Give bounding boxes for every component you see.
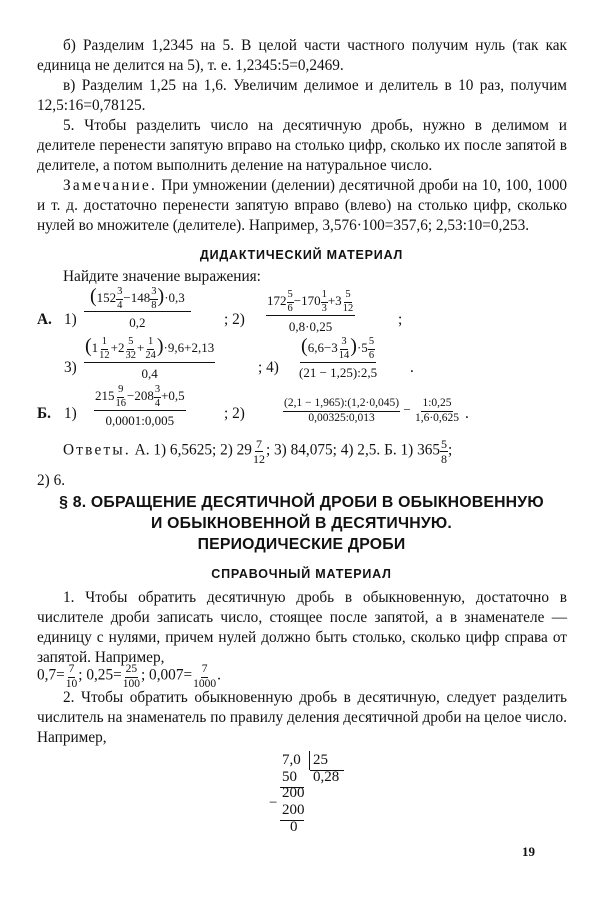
note-label: Замечание. — [63, 177, 158, 194]
answer-fraction-5-8: $\frac{5}{8}$ — [441, 437, 448, 466]
task-text: Найдите значение выражения: — [63, 268, 261, 285]
expression-a3: (1 $\frac{1}{12}$ +2 $\frac{5}{32}$ + $\frac{1}{24}$ )·9,6+2,13 0,4 — [85, 335, 215, 382]
item-a3-number: 3) — [64, 359, 77, 376]
division-vertical-bar — [309, 751, 310, 770]
reference-paragraph-1 — [37, 588, 567, 668]
label-b: Б. — [37, 405, 51, 422]
label-a: А. — [37, 311, 52, 328]
reference-paragraph-2 — [37, 688, 567, 748]
example-1-label: 0,7= — [37, 666, 65, 684]
expression-a4: (6,6−3 $\frac{3}{14}$ )·5 $\frac{5}{6}$ (21 − 1,25):2,5 — [299, 335, 378, 381]
division-dividend: 7,0 — [282, 752, 301, 768]
separator-b2: . — [465, 405, 469, 422]
answers-label: Ответы. — [63, 441, 131, 459]
item-b1-number: 1) — [64, 405, 77, 422]
example-3-label: ; 0,007= — [140, 666, 193, 684]
fraction-7-10: $\frac{7}{10}$ — [65, 663, 78, 690]
paragraph-v: в) Разделим 1,25 на 1,6. Увеличим делимое и делитель в 10 раз, получим 12,5:16=0,78125. — [37, 77, 567, 114]
expression-a1: (152 $\frac{3}{4}$ −148 $\frac{3}{8}$ )·0,3 0,2 — [84, 286, 191, 329]
expression-a2: 172 $\frac{5}{6}$ −170 $\frac{1}{3}$ +3 $\frac{5}{12}$ 0,8·0,25 — [267, 289, 354, 334]
item-a4-number: ; 4) — [258, 359, 279, 376]
note-text: При умножении (делении) десятичной дроби на 10, 100, 1000 и т. д. достаточно перенести запятую вправо (влево) на столько цифр, сколько нулей во множителе (делителе). Например, 3,576·100=357,6; 2,53:10=0,253. — [37, 177, 567, 234]
section-title-line3: ПЕРИОДИЧЕСКИЕ ДРОБИ — [197, 536, 406, 553]
division-quotient: 0,28 — [313, 769, 340, 785]
page-number: 19 — [522, 844, 535, 859]
expression-b2: $\frac{(2,1 - 1,965):(1,2\cdot 0,045)}{0,00325:0,013}$ − $\frac{1:0,25}{1,6\cdot 0,625}$ — [284, 397, 460, 424]
expression-b1: 215 $\frac{9}{16}$ −208 $\frac{3}{4}$ +0,5 0,0001:0,005 — [95, 384, 185, 428]
fraction-7-1000: $\frac{7}{1000}$ — [193, 663, 217, 690]
division-minus-sign: − — [269, 795, 278, 811]
separator-a2: ; — [398, 311, 403, 328]
item-a1-number: 1) — [64, 311, 77, 328]
division-remainder: 0 — [290, 819, 298, 835]
reference-examples: 0,7= $\frac{7}{10}$ ; 0,25= $\frac{25}{100}$ ; 0,007= $\frac{7}{1000}$ . — [37, 663, 221, 690]
answers-line: Ответы. А. 1) 6,5625; 2) 29 $\frac{7}{12}$ ; 3) 84,075; 4) 2,5. Б. 1) 365 $\frac{5}{8}$ ; — [63, 437, 453, 466]
text-block-top — [37, 36, 567, 236]
section-title-line1: § 8. ОБРАЩЕНИЕ ДЕСЯТИЧНОЙ ДРОБИ В ОБЫКНОВЕННУЮ — [59, 494, 544, 511]
didactic-heading: ДИДАКТИЧЕСКИЙ МАТЕРИАЛ — [199, 248, 404, 262]
division-row-2: 200 — [282, 785, 305, 801]
reference-p1: 1. Чтобы обратить десятичную дробь в обыкновенную, достаточно в числителе дроби записать число, стоящее после запятой, а в знаменателе — единицу с нулями, причем нулей должно быть столько, сколько цифр справа от запятой. Например, — [37, 589, 567, 666]
example-2-label: ; 0,25= — [78, 666, 122, 684]
answers-end: 2) 6. — [37, 472, 66, 489]
reference-p2: 2. Чтобы обратить обыкновенную дробь в десятичную, следует разделить числитель на знаменатель по правилу деления десятичной дроби на целое число. Например, — [37, 689, 567, 746]
paragraph-5: 5. Чтобы разделить число на десятичную дробь, нужно в делимом и делителе перенести запятую вправо на столько цифр, сколько их после запятой в делителе, а потом выполнить деление на натуральное число. — [37, 117, 567, 174]
paragraph-b: б) Разделим 1,2345 на 5. В целой части частного получим нуль (так как единица не делится на 5), т. е. 1,2345:5=0,2469. — [37, 37, 567, 74]
answers-text-2: ; 3) 84,075; 4) 2,5. Б. 1) 365 — [265, 441, 441, 459]
separator-a4: . — [410, 359, 414, 376]
reference-heading: СПРАВОЧНЫЙ МАТЕРИАЛ — [211, 567, 392, 581]
long-division — [269, 752, 362, 840]
division-divisor: 25 — [313, 752, 328, 768]
answers-text: А. 1) 6,5625; 2) 29 — [134, 441, 252, 459]
division-row-3: 200 — [282, 802, 305, 818]
fraction-25-100: $\frac{25}{100}$ — [122, 663, 140, 690]
division-row-1: 50 — [282, 769, 297, 785]
answer-fraction-7-12: $\frac{7}{12}$ — [252, 437, 265, 466]
item-a2-number: ; 2) — [224, 311, 245, 328]
paragraph-note — [37, 176, 567, 236]
item-b2-number: ; 2) — [224, 405, 245, 422]
section-title-line2: И ОБЫКНОВЕННОЙ В ДЕСЯТИЧНУЮ. — [151, 515, 452, 532]
